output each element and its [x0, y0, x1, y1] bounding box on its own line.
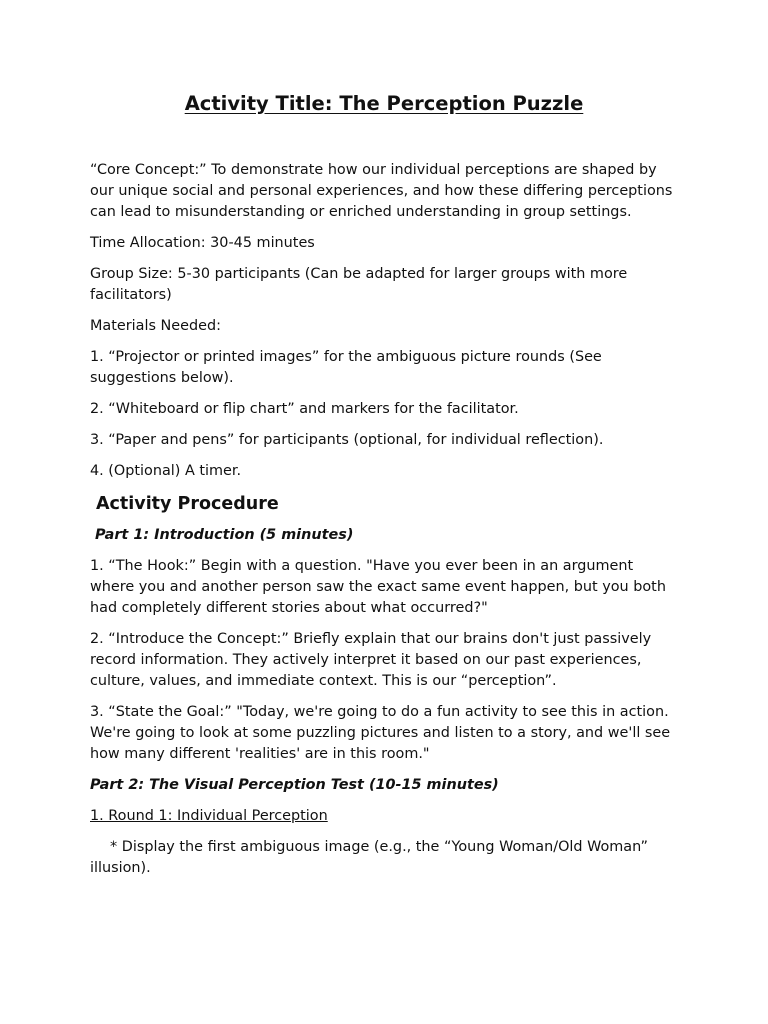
document-body	[90, 160, 680, 889]
materials-item: 2. “Whiteboard or flip chart” and markers for the facilitator.	[90, 401, 519, 417]
document-title: Activity Title: The Perception Puzzle	[184, 92, 584, 115]
time-allocation: Time Allocation: 30-45 minutes	[90, 235, 315, 251]
round1-bullet-text: * Display the first ambiguous image (e.g., the “Young Woman/Old Woman” illusion).	[90, 839, 648, 876]
procedure-heading: Activity Procedure	[96, 494, 279, 514]
part1-heading: Part 1: Introduction (5 minutes)	[95, 527, 354, 543]
group-size: Group Size: 5-30 participants (Can be adapted for larger groups with more facilitators)	[90, 266, 628, 303]
part1-step: 3. “State the Goal:” "Today, we're going to do a fun activity to see this in action. We're going to look at some puzzling pictures and listen to a story, and we'll see how many different 'realities' are in this room."	[90, 704, 671, 762]
materials-item: 3. “Paper and pens” for participants (optional, for individual reflection).	[90, 432, 604, 448]
core-concept-paragraph: “Core Concept:” To demonstrate how our individual perceptions are shaped by our unique social and personal experiences, and how these differing perceptions can lead to misunderstanding or enriched understanding in group settings.	[90, 162, 673, 220]
part2-heading: Part 2: The Visual Perception Test (10-15 minutes)	[90, 777, 499, 793]
round1-heading: 1. Round 1: Individual Perception	[90, 808, 328, 824]
round1-bullet	[90, 837, 680, 879]
part1-step: 2. “Introduce the Concept:” Briefly explain that our brains don't just passively record information. They actively interpret it based on our past experiences, culture, values, and immediate context. This is our “perception”.	[90, 631, 652, 689]
materials-item: 1. “Projector or printed images” for the ambiguous picture rounds (See suggestions below).	[90, 349, 602, 386]
materials-item: 4. (Optional) A timer.	[90, 463, 242, 479]
materials-heading: Materials Needed:	[90, 318, 221, 334]
part1-step: 1. “The Hook:” Begin with a question. "Have you ever been in an argument where you and another person saw the exact same event happen, but you both had completely different stories about what occurred?"	[90, 558, 666, 616]
